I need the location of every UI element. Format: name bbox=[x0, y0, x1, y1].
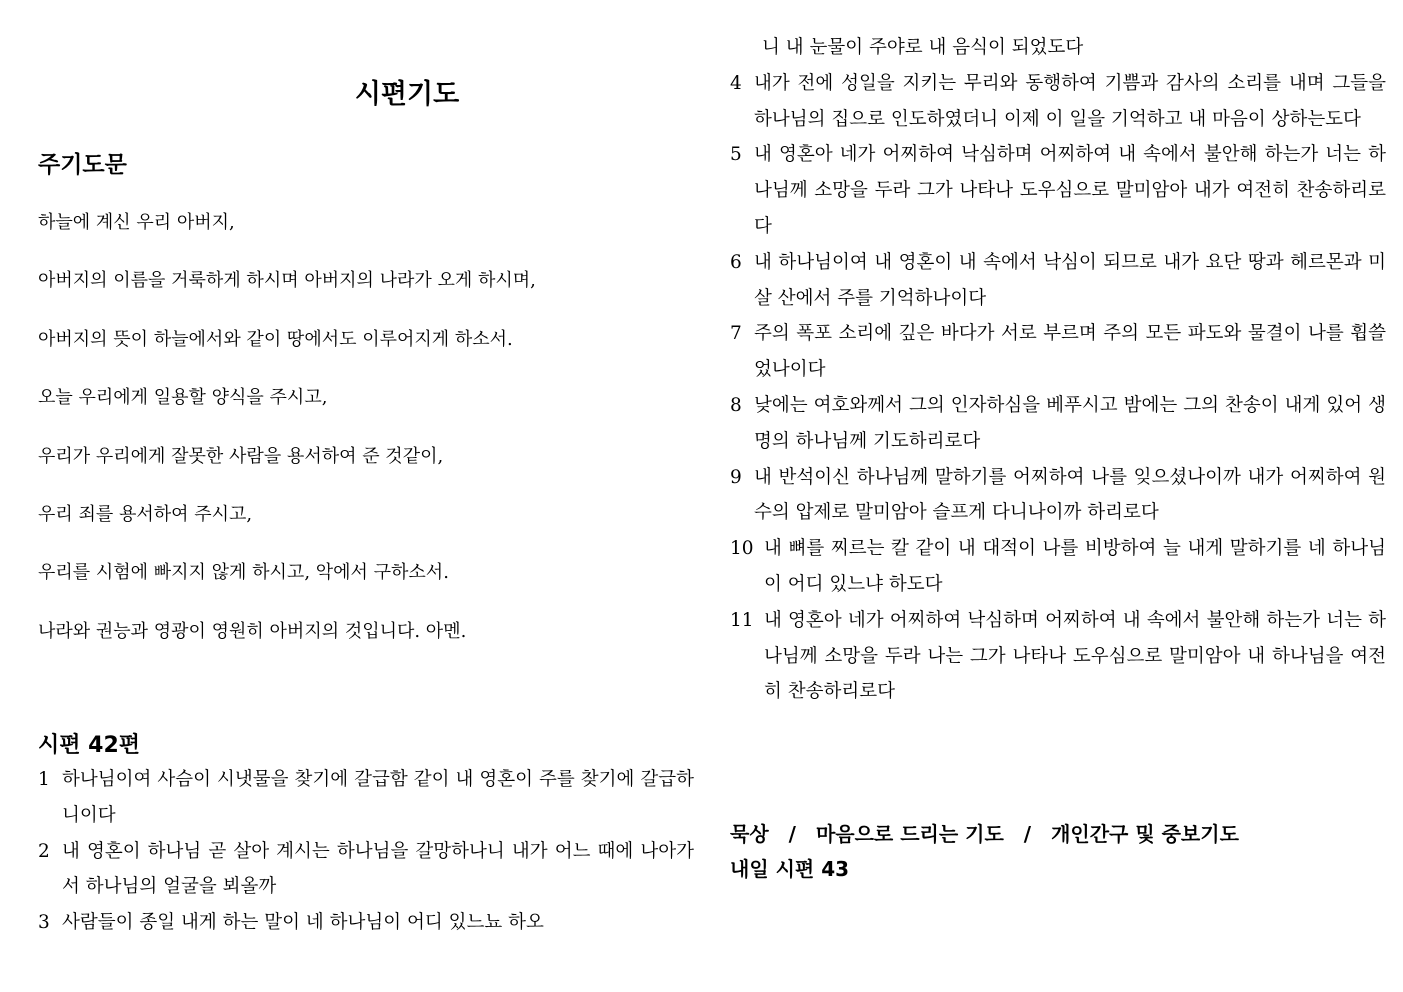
prayer-line: 아버지의 뜻이 하늘에서와 같이 땅에서도 이루어지게 하소서. bbox=[38, 328, 513, 350]
verse-text: 주의 폭포 소리에 깊은 바다가 서로 부르며 주의 모든 파도와 물결이 나를 휩쓸었나이다 bbox=[754, 323, 1386, 381]
psalm-verse bbox=[730, 603, 1386, 710]
verse-text: 사람들이 종일 내게 하는 말이 네 하나님이 어디 있느뇨 하오 bbox=[62, 912, 544, 934]
prayer-line: 오늘 우리에게 일용할 양식을 주시고, bbox=[38, 387, 328, 409]
psalm-verse bbox=[730, 316, 1386, 388]
prayer-line: 하늘에 계신 우리 아버지, bbox=[38, 212, 235, 233]
prayer-steps bbox=[730, 818, 1239, 847]
verse-text: 내 영혼아 네가 어찌하여 낙심하며 어찌하여 내 속에서 불안해 하는가 너는 하나님께 소망을 두라 그가 나타나 도우심으로 말미암아 내가 여전히 찬송하리로다 bbox=[754, 144, 1386, 237]
psalm-verses-left bbox=[38, 762, 694, 941]
left-column bbox=[38, 0, 696, 992]
verse-number: 8 bbox=[730, 394, 742, 416]
verse-number: 2 bbox=[38, 840, 50, 862]
silent-prayer-label: 마음으로 드리는 기도 bbox=[815, 822, 1004, 846]
verse-number: 5 bbox=[730, 144, 742, 166]
separator: / bbox=[1023, 822, 1032, 846]
verse-number: 3 bbox=[38, 912, 50, 934]
prayer-line: 우리가 우리에게 잘못한 사람을 용서하여 준 것같이, bbox=[38, 445, 444, 467]
verse-number: 11 bbox=[730, 609, 754, 631]
verse-number: 4 bbox=[730, 72, 742, 94]
verse-number: 10 bbox=[730, 538, 754, 560]
meditation-label: 묵상 bbox=[730, 822, 769, 846]
psalm-verse bbox=[730, 531, 1386, 603]
right-column bbox=[730, 0, 1386, 992]
verse-continuation: 니 내 눈물이 주야로 내 음식이 되었도다 bbox=[762, 37, 1084, 58]
prayer-line: 우리를 시험에 빠지지 않게 하시고, 악에서 구하소서. bbox=[38, 562, 449, 584]
psalm-heading: 시편 42편 bbox=[38, 733, 141, 758]
prayer-line: 우리 죄를 용서하여 주시고, bbox=[38, 503, 253, 525]
psalm-verse bbox=[730, 388, 1386, 460]
separator: / bbox=[788, 822, 796, 846]
verse-text: 내 반석이신 하나님께 말하기를 어찌하여 나를 잊으셨나이까 내가 어찌하여 원수의 압제로 말미암아 슬프게 다니나이까 하리로다 bbox=[754, 466, 1386, 524]
psalm-verse bbox=[730, 245, 1386, 317]
prayer-line: 나라와 권능과 영광이 영원히 아버지의 것입니다. 아멘. bbox=[38, 620, 467, 642]
verse-number: 1 bbox=[38, 769, 50, 790]
page-title: 시편기도 bbox=[354, 79, 460, 110]
verse-number: 9 bbox=[730, 466, 742, 488]
verse-number: 7 bbox=[730, 323, 742, 345]
psalm-verse bbox=[730, 137, 1386, 244]
lords-prayer-heading: 주기도문 bbox=[38, 152, 127, 178]
psalm-verses-right bbox=[730, 30, 1386, 710]
verse-text: 내가 전에 성일을 지키는 무리와 동행하여 기쁨과 감사의 소리를 내며 그들을 하나님의 집으로 인도하였더니 이제 이 일을 기억하고 내 마음이 상하는도다 bbox=[754, 72, 1386, 130]
tomorrow-reading: 내일 시편 43 bbox=[730, 857, 850, 881]
psalm-verse bbox=[38, 762, 694, 834]
prayer-line: 아버지의 이름을 거룩하게 하시며 아버지의 나라가 오게 하시며, bbox=[38, 270, 536, 292]
lords-prayer-text bbox=[38, 205, 698, 672]
verse-text: 내 뼈를 찌르는 칼 같이 내 대적이 나를 비방하여 늘 내게 말하기를 네 하나님이 어디 있느냐 하도다 bbox=[764, 538, 1386, 595]
intercession-label: 개인간구 및 중보기도 bbox=[1051, 822, 1239, 846]
psalm-verse bbox=[38, 905, 694, 941]
psalm-verse bbox=[730, 460, 1386, 532]
verse-text: 낮에는 여호와께서 그의 인자하심을 베푸시고 밤에는 그의 찬송이 내게 있어 생명의 하나님께 기도하리로다 bbox=[754, 394, 1386, 452]
psalm-verse bbox=[38, 834, 694, 906]
psalm-verse bbox=[730, 66, 1386, 138]
verse-text: 내 영혼이 하나님 곧 살아 계시는 하나님을 갈망하나니 내가 어느 때에 나아가서 하나님의 얼굴을 뵈올까 bbox=[62, 840, 694, 898]
verse-text: 내 하나님이여 내 영혼이 내 속에서 낙심이 되므로 내가 요단 땅과 헤르몬과 미살 산에서 주를 기억하나이다 bbox=[754, 251, 1386, 309]
verse-text: 내 영혼아 네가 어찌하여 낙심하며 어찌하여 내 속에서 불안해 하는가 너는 하나님께 소망을 두라 나는 그가 나타나 도우심으로 말미암아 내 하나님을 여전히 찬송하리로다 bbox=[764, 609, 1386, 703]
verse-number: 6 bbox=[730, 251, 742, 273]
psalm-verse-list bbox=[730, 66, 1386, 710]
verse-text: 하나님이여 사슴이 시냇물을 찾기에 갈급함 같이 내 영혼이 주를 찾기에 갈급하니이다 bbox=[62, 769, 694, 826]
